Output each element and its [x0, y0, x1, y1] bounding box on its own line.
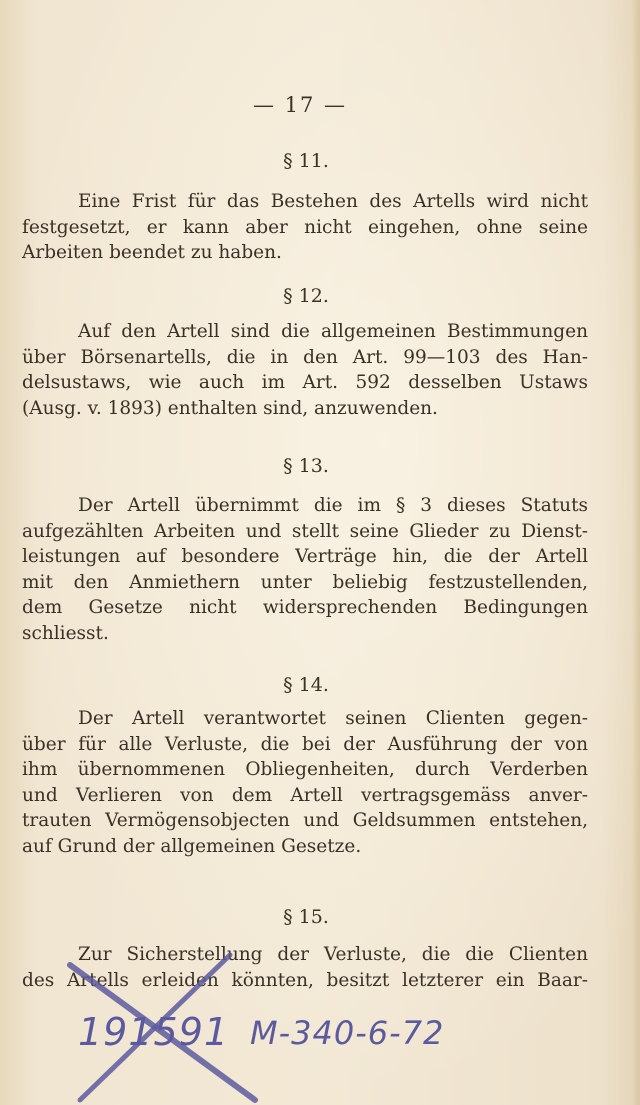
handwritten-number: 191591: [78, 1010, 230, 1054]
text-line: Der Artell übernimmt die im § 3 dieses Statuts: [78, 495, 588, 516]
section-12-text: [22, 319, 588, 421]
text-line: festgesetzt, er kann aber nicht eingehen, ohne seine: [22, 216, 588, 238]
text-line: Der Artell verantwortet seinen Clienten gegen-: [78, 708, 588, 729]
text-line: über für alle Verluste, die bei der Ausführung der von: [22, 733, 588, 755]
text-line: delsustaws, wie auch im Art. 592 desselben Ustaws: [22, 372, 588, 393]
section-13-text: [22, 493, 588, 646]
text-line: schliesst.: [22, 622, 109, 644]
section-12-heading: § 12.: [283, 285, 329, 307]
text-line: trauten Vermögensobjecten und Geldsummen entstehen,: [22, 810, 588, 831]
text-line: ihm übernommenen Obliegenheiten, durch Verderben: [22, 759, 588, 780]
text-line: auf Grund der allgemeinen Gesetze.: [22, 835, 362, 857]
section-11-text: [22, 189, 588, 266]
text-line: aufgezählten Arbeiten und stellt seine Glieder zu Dienst-: [22, 520, 588, 542]
text-line: des Artells erleiden könnten, besitzt letzterer ein Baar-: [22, 969, 588, 991]
text-line: Zur Sicherstellung der Verluste, die die Clienten: [78, 944, 588, 965]
text-line: Eine Frist für das Bestehen des Artells wird nicht: [78, 191, 588, 212]
text-line: mit den Anmiethern unter beliebig festzustellenden,: [22, 571, 588, 593]
page-edge: [632, 0, 640, 1105]
page-number: — 17 —: [252, 93, 348, 117]
section-13-heading: § 13.: [283, 455, 329, 477]
section-11-heading: § 11.: [283, 150, 329, 172]
section-14-text: [22, 706, 588, 859]
text-line: (Ausg. v. 1893) enthalten sind, anzuwenden.: [22, 397, 438, 419]
text-line: über Börsenartells, die in den Art. 99—103 des Han-: [22, 346, 588, 368]
text-line: und Verlieren von dem Artell vertragsgemäss anver-: [22, 784, 588, 806]
text-line: leistungen auf besondere Verträge hin, die der Artell: [22, 546, 588, 567]
text-line: Arbeiten beendet zu haben.: [22, 242, 282, 263]
handwritten-code: M-340-6-72: [250, 1014, 445, 1052]
section-15-heading: § 15.: [283, 906, 329, 928]
section-14-heading: § 14.: [283, 674, 329, 696]
text-line: Auf den Artell sind die allgemeinen Bestimmungen: [78, 321, 588, 342]
text-line: dem Gesetze nicht widersprechenden Bedingungen: [22, 597, 588, 618]
